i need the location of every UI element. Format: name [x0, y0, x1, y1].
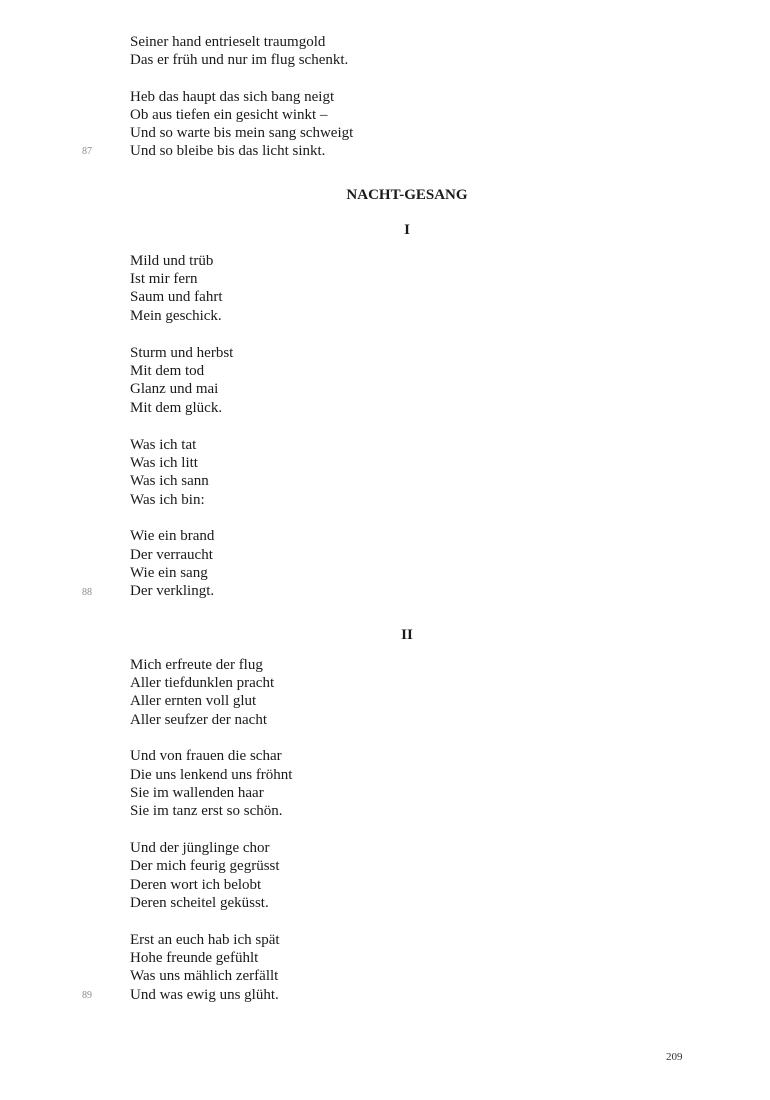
verse-line: Und so warte bis mein sang schweigt — [130, 125, 354, 141]
verse-line: Die uns lenkend uns fröhnt — [130, 767, 293, 783]
verse-line: Der verklingt. — [130, 583, 215, 599]
section-heading: I — [404, 222, 410, 238]
verse-line: Was ich bin: — [130, 492, 205, 508]
page-number: 209 — [666, 1051, 683, 1063]
verse-line: Ist mir fern — [130, 271, 198, 287]
verse-line: Wie ein sang — [130, 565, 208, 581]
verse-line: Was uns mählich zerfällt — [130, 968, 279, 984]
verse-line: Sie im wallenden haar — [130, 785, 264, 801]
verse-line: Das er früh und nur im flug schenkt. — [130, 52, 349, 68]
verse-line: Was ich sann — [130, 473, 209, 489]
verse-line: Mich erfreute der flug — [130, 657, 263, 673]
verse-line: Glanz und mai — [130, 381, 219, 397]
verse-line: Deren wort ich belobt — [130, 877, 262, 893]
verse-line: Der mich feurig gegrüsst — [130, 858, 280, 874]
verse-line: Und so bleibe bis das licht sinkt. — [130, 143, 326, 159]
poem-title: NACHT-GESANG — [346, 187, 468, 203]
verse-line: Aller tiefdunklen pracht — [130, 675, 275, 691]
verse-line: Deren scheitel geküsst. — [130, 895, 269, 911]
verse-line: Hohe freunde gefühlt — [130, 950, 259, 966]
verse-line: Sturm und herbst — [130, 345, 234, 361]
verse-line: Und der jünglinge chor — [130, 840, 270, 856]
line-number: 87 — [82, 146, 92, 157]
verse-line: Mein geschick. — [130, 308, 222, 324]
verse-line: Aller seufzer der nacht — [130, 712, 268, 728]
verse-line: Ob aus tiefen ein gesicht winkt – — [130, 107, 328, 123]
verse-line: Erst an euch hab ich spät — [130, 932, 280, 948]
section-heading: II — [401, 627, 413, 643]
verse-line: Wie ein brand — [130, 528, 215, 544]
verse-line: Mild und trüb — [130, 253, 214, 269]
line-number: 88 — [82, 587, 92, 598]
verse-line: Was ich litt — [130, 455, 198, 471]
verse-line: Heb das haupt das sich bang neigt — [130, 89, 335, 105]
verse-line: Was ich tat — [130, 437, 197, 453]
verse-line: Mit dem tod — [130, 363, 205, 379]
verse-line: Seiner hand entrieselt traumgold — [130, 34, 326, 50]
verse-line: Der verraucht — [130, 547, 213, 563]
verse-line: Mit dem glück. — [130, 400, 223, 416]
verse-line: Und von frauen die schar — [130, 748, 282, 764]
verse-line: Saum und fahrt — [130, 289, 223, 305]
verse-line: Und was ewig uns glüht. — [130, 987, 279, 1003]
verse-line: Aller ernten voll glut — [130, 693, 257, 709]
verse-line: Sie im tanz erst so schön. — [130, 803, 283, 819]
line-number: 89 — [82, 990, 92, 1001]
